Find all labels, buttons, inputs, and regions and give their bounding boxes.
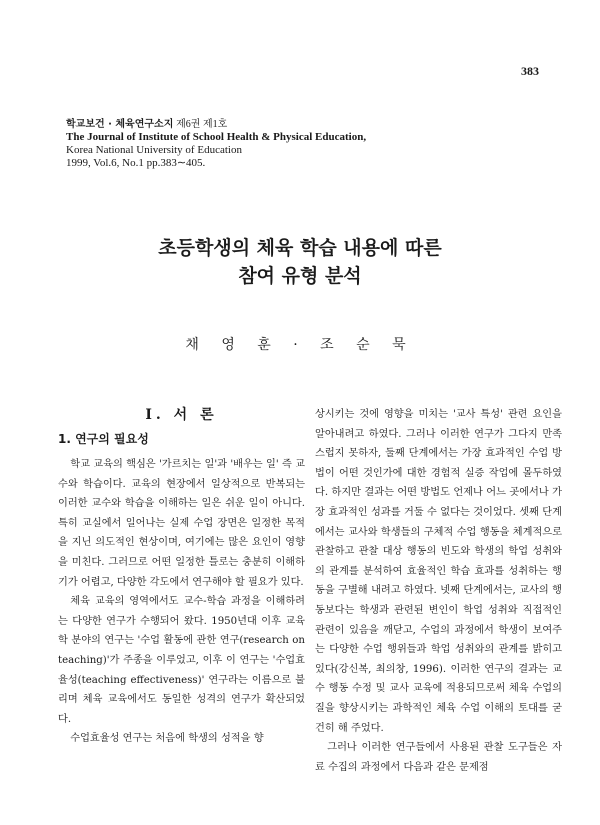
paper-title-line-1: 초등학생의 체육 학습 내용에 따른: [158, 237, 442, 259]
right-column: [315, 405, 562, 777]
body-paragraph: 그러나 이러한 연구들에서 사용된 관찰 도구들은 자료 수집의 과정에서 다음과 같은 문제점: [315, 742, 562, 773]
subsection-title: 1. 연구의 필요성: [58, 432, 149, 446]
body-paragraph: 상시키는 것에 영향을 미치는 '교사 특성' 관련 요인을 알아내려고 하였다. 그러나 이러한 연구가 그다지 만족스럽지 못하자, 둘째 단계에서는 가장 효과적인 수업 방법이 어떤 것인가에 대한 경험적 실증 작업에 몰두하였다. 하지만 결과는 어떤 방법도 언제나 어느 곳에서나 가장 효과적인 성과를 거둘 수 없다는 것이었다. 셋째 단계에서는 교사와 학생들의 구체적 수업 행동을 체계적으로 관찰하고 관찰 대상 행동의 빈도와 학생의 학업 성취와의 관계를 분석하여 효율적인 학습 효과를 성취하는 행동을 구별해 내려고 하였다. 넷째 단계에서는, 교사의 행동보다는 학생과 관련된 변인이 학업 성취와 직접적인 관련이 있음을 깨닫고, 수업의 과정에서 학생이 보여주는 다양한 수업 행위들과 학업 성취와의 관계를 밝히고 있다(강신복, 최의창, 1996). 이러한 연구의 결과는 교수 행동 수정 및 교사 교육에 적용되므로써 체육 수업의 질을 향상시키는 과학적인 체육 수업 이해의 토대를 굳건히 해 주었다.: [315, 409, 562, 734]
body-paragraph: 학교 교육의 핵심은 '가르치는 일'과 '배우는 일' 즉 교수와 학습이다. 교육의 현장에서 일상적으로 반복되는 이러한 교수와 학습을 이해하는 일은 쉬운 일이 아니다. 특히 교실에서 일어나는 실제 수업 장면은 일정한 목적을 지닌 의도적인 현상이며, 여기에는 많은 요인이 영향을 미친다. 그러므로 어떤 일정한 틀로는 충분히 이해하기가 어렵고, 다양한 각도에서 연구해야 할 필요가 있다.: [58, 459, 305, 588]
paper-title: [0, 234, 600, 290]
section-title: Ⅰ. 서 론: [145, 407, 218, 423]
paper-title-line-2: 참여 유형 분석: [238, 265, 362, 287]
journal-header: [66, 118, 536, 170]
page-number: 383: [521, 64, 539, 78]
journal-korean-name: 학교보건 · 체육연구소지: [66, 119, 174, 130]
journal-english-name: The Journal of Institute of School Health & Physical Education,: [66, 131, 367, 143]
journal-university: Korea National University of Education: [66, 144, 242, 156]
left-column: [58, 405, 305, 749]
journal-volume: 제6권 제1호: [176, 119, 228, 130]
body-paragraph: 체육 교육의 영역에서도 교수-학습 과정을 이해하려는 다양한 연구가 수행되어 왔다. 1950년대 이후 교육학 분야의 연구는 '수업 활동에 관한 연구(research on teaching)'가 주종을 이루었고, 이후 이 연구는 '수업효율성(teaching effectiveness)' 연구라는 이름으로 불리며 체육 교육에서도 동일한 성격의 연구가 확산되었다.: [58, 596, 305, 725]
journal-citation: 1999, Vol.6, No.1 pp.383∼405.: [66, 157, 206, 169]
body-paragraph: 수업효율성 연구는 처음에 학생의 성적을 향: [70, 733, 264, 745]
authors: 채 영 훈 · 조 순 묵: [185, 337, 415, 353]
